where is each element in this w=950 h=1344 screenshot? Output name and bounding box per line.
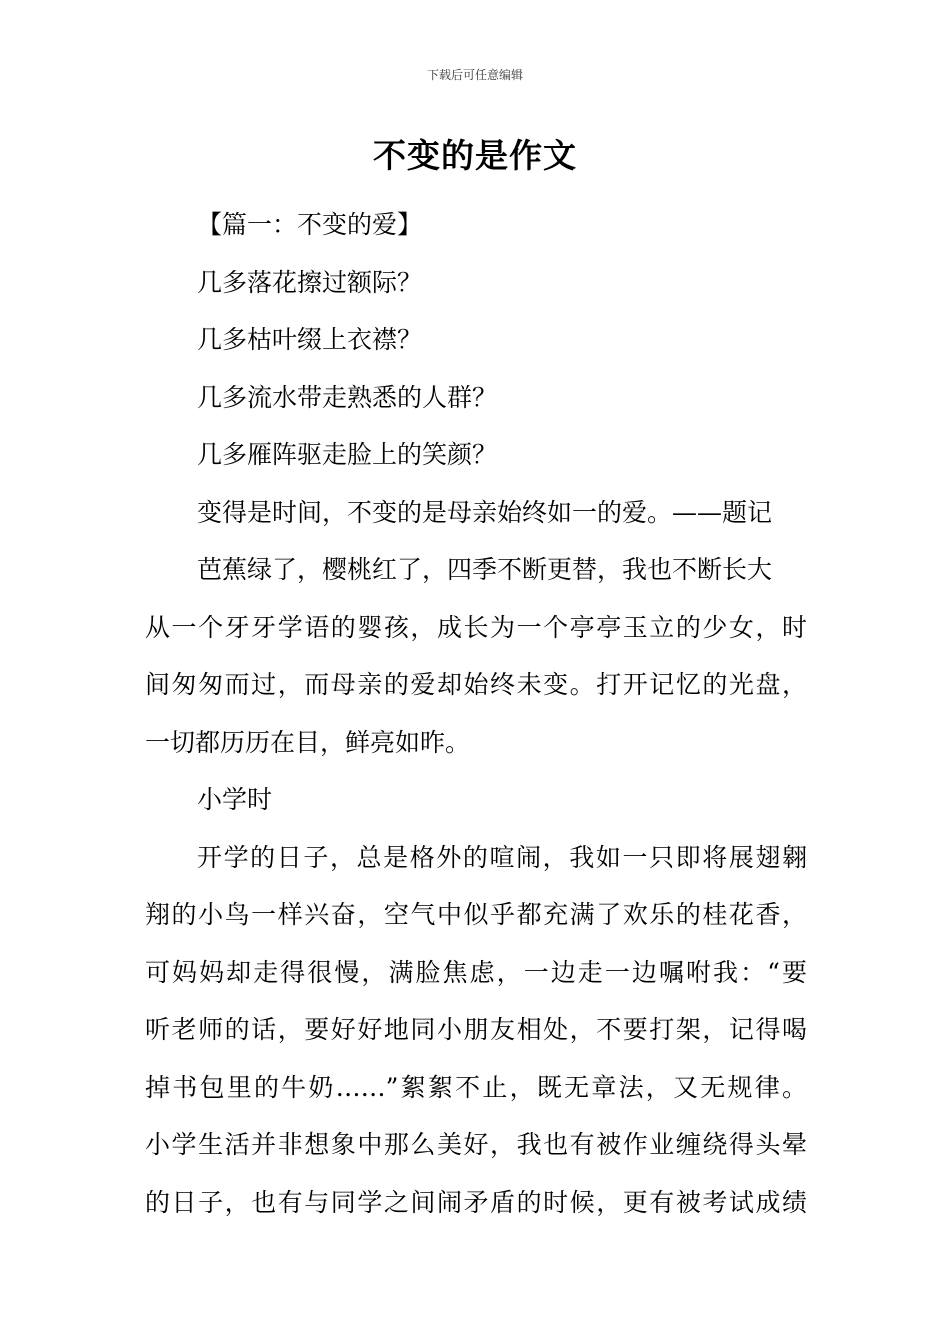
paragraph-line: 小学生活并非想象中那么美好，我也有被作业缠绕得头晕 bbox=[145, 1130, 807, 1159]
paragraph-line: 从一个牙牙学语的婴孩，成长为一个亭亭玉立的少女，时 bbox=[145, 612, 807, 642]
poem-line: 几多雁阵驱走脸上的笑颜？ bbox=[197, 440, 498, 469]
paragraph-line: 一切都历历在目，鲜亮如昨。 bbox=[145, 727, 471, 757]
paragraph-line: 听老师的话，要好好地同小朋友相处，不要打架，记得喝 bbox=[145, 1015, 807, 1044]
paragraph-line: 的日子，也有与同学之间闹矛盾的时候，更有被考试成绩 bbox=[145, 1187, 807, 1217]
paragraph-line: 翔的小鸟一样兴奋，空气中似乎都充满了欢乐的桂花香， bbox=[145, 900, 807, 929]
paragraph-line: 可妈妈却走得很慢，满脸焦虑，一边走一边嘱咐我：“要 bbox=[145, 957, 807, 987]
paragraph-line: 开学的日子，总是格外的喧闹，我如一只即将展翅翱 bbox=[197, 842, 807, 872]
paragraph-line: 芭蕉绿了，樱桃红了，四季不断更替，我也不断长大 bbox=[197, 555, 773, 584]
document-title: 不变的是作文 bbox=[373, 136, 577, 175]
paragraph-line: 掉书包里的牛奶……”絮絮不止，既无章法，又无规律。 bbox=[145, 1072, 807, 1102]
document-body bbox=[145, 196, 807, 1231]
subheading: 小学时 bbox=[197, 785, 273, 814]
epigraph-line: 变得是时间，不变的是母亲始终如一的爱。——题记 bbox=[197, 497, 773, 527]
paragraph-line: 间匆匆而过，而母亲的爱却始终未变。打开记忆的光盘， bbox=[145, 670, 807, 699]
poem-line: 几多枯叶缀上衣襟？ bbox=[197, 325, 423, 354]
section-heading: 【篇一：不变的爱】 bbox=[197, 210, 423, 239]
page-header-note: 下载后可任意编辑 bbox=[426, 68, 523, 82]
poem-line: 几多流水带走熟悉的人群？ bbox=[197, 382, 498, 412]
poem-line: 几多落花擦过额际？ bbox=[197, 267, 423, 297]
